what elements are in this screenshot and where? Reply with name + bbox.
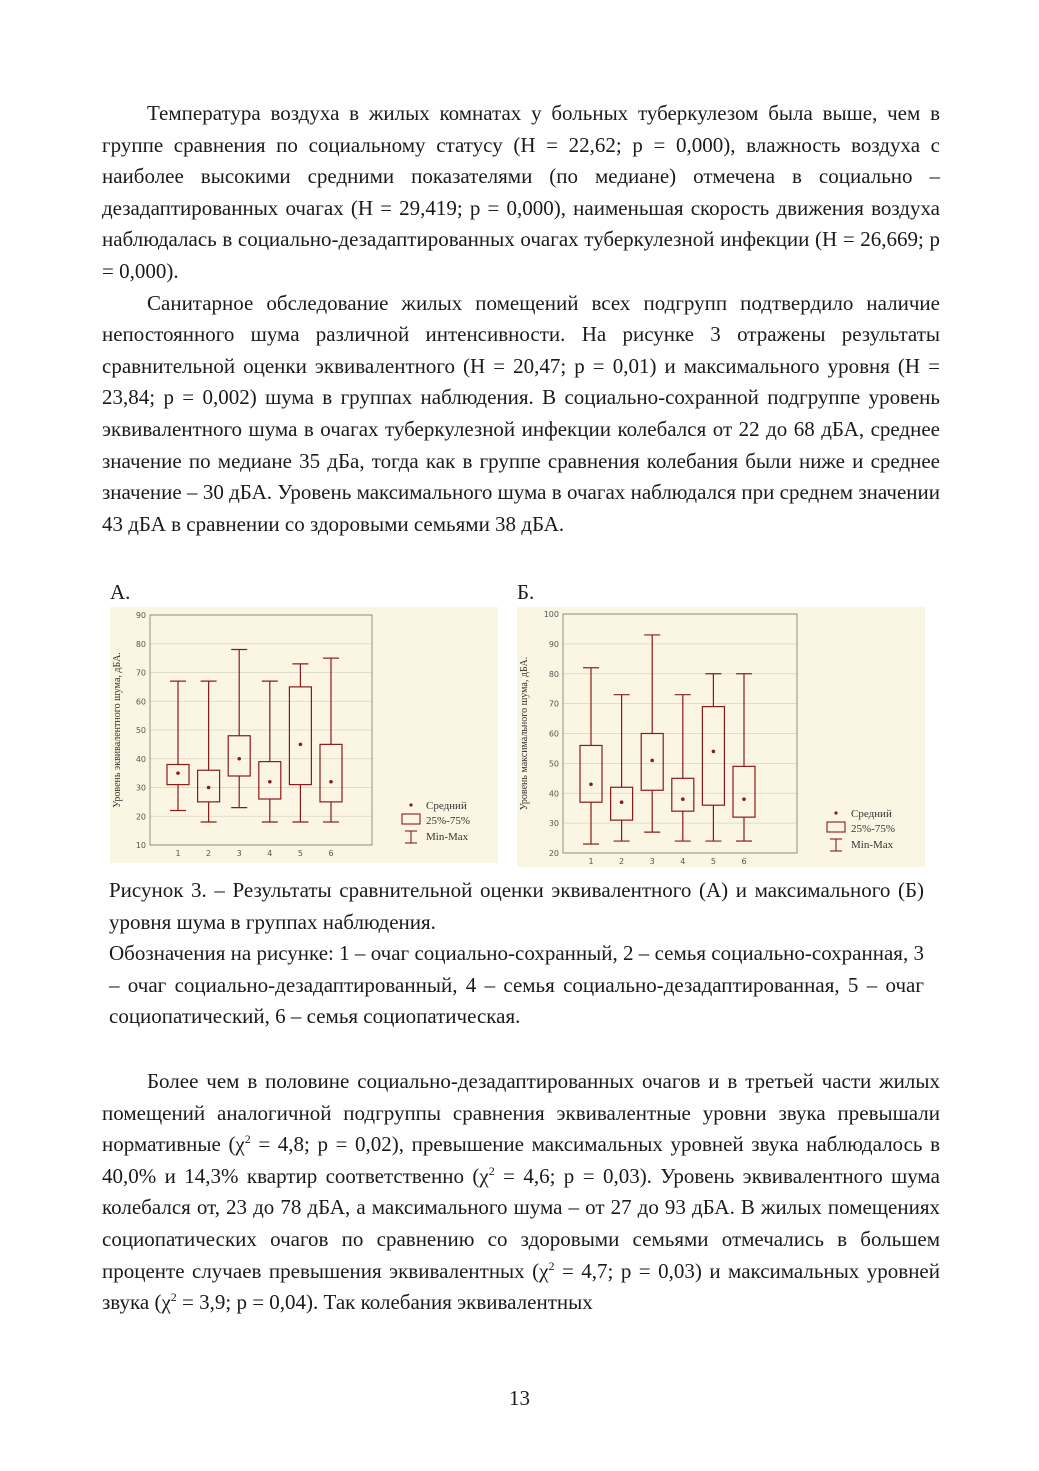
x-tick-label: 1 xyxy=(175,849,181,858)
y-tick-label: 70 xyxy=(548,699,559,709)
legend-mean-symbol xyxy=(834,811,837,814)
x-tick-label: 4 xyxy=(680,857,686,866)
mean-point xyxy=(742,797,746,801)
mean-point xyxy=(207,786,211,790)
body-text-bottom xyxy=(102,1066,940,1319)
superscript: 2 xyxy=(170,1290,177,1305)
text-run: = 4,6; p = 0,03). Уровень эквивалентного шума колебался от, 23 до 78 дБА, а максимального шума – от 27 до 93 дБА. В жилых помещениях социопатических очагов по сравнению со здоровыми семьями отмечались в большем проценте случаев превышения эквивалентных (χ xyxy=(102,1163,940,1283)
superscript: 2 xyxy=(244,1132,251,1147)
text-run: Более чем в половине социально-дезадаптированных очагов и в третьей части жилых помещений аналогичной подгруппы сравнения эквивалентные уровни звука превышали нормативные (χ xyxy=(102,1069,940,1157)
text-run: = 4,7; p = 0,03) и максимальных уровней звука (χ xyxy=(102,1258,940,1315)
mean-point xyxy=(176,771,180,775)
legend-item-box: 25%-75% xyxy=(851,823,895,835)
y-tick-label: 90 xyxy=(548,639,559,649)
paragraph xyxy=(102,1066,940,1319)
paragraph: Температура воздуха в жилых комнатах у больных туберкулезом была выше, чем в группе сравнения по социальному статусу (H = 22,62; p = 0,000), влажность воздуха с наиболее высокими средними показателями (по медиане) отмечена в социально – дезадаптированных очагах (H = 29,419; p = 0,000), наименьшая скорость движения воздуха наблюдалась в социально-дезадаптированных очагах туберкулезной инфекции (H = 26,669; p = 0,000). xyxy=(102,101,940,283)
x-tick-label: 6 xyxy=(741,857,747,866)
legend-item-mean: Средний xyxy=(426,800,467,812)
mean-point xyxy=(299,743,303,747)
chart-b xyxy=(517,607,925,867)
superscript: 2 xyxy=(488,1163,495,1178)
y-tick-label: 40 xyxy=(548,789,559,799)
y-tick-label: 60 xyxy=(135,697,146,707)
legend-item-minmax: Min-Max xyxy=(426,831,469,843)
iqr-box xyxy=(702,707,724,806)
iqr-box xyxy=(672,778,694,811)
y-tick-label: 50 xyxy=(135,726,146,735)
page-number: 13 xyxy=(509,1386,530,1410)
legend-item-minmax: Min-Max xyxy=(851,839,894,851)
mean-point xyxy=(589,782,593,786)
mean-point xyxy=(268,780,272,784)
y-axis-label: Уровень эквивалентного шума, дБА. xyxy=(112,652,123,808)
y-tick-label: 30 xyxy=(548,819,559,829)
y-tick-label: 80 xyxy=(548,669,559,679)
chart-a-svg xyxy=(110,607,498,863)
y-tick-label: 30 xyxy=(135,783,146,793)
text-run: = 3,9; p = 0,04). Так колебания эквивалентных xyxy=(176,1290,593,1315)
mean-point xyxy=(329,780,333,784)
y-tick-label: 60 xyxy=(548,729,559,739)
legend-mean-symbol xyxy=(409,803,412,806)
chart-a xyxy=(110,607,498,863)
legend-box-symbol xyxy=(827,822,845,832)
x-tick-label: 3 xyxy=(649,857,655,866)
x-tick-label: 2 xyxy=(619,857,625,866)
x-tick-label: 2 xyxy=(206,849,212,858)
paragraph: Санитарное обследование жилых помещений всех подгрупп подтвердило наличие непостоянного шума различной интенсивности. На рисунке 3 отражены результаты сравнительной оценки эквивалентного (H = 20,47; p = 0,01) и максимального уровня (H = 23,84; p = 0,002) шума в группах наблюдения. В социально-сохранной подгруппе уровень эквивалентного шума в очагах туберкулезной инфекции колебался от 22 до 68 дБА, среднее значение по медиане 35 дБа, тогда как в группе сравнения колебания были ниже и среднее значение – 30 дБА. Уровень максимального шума в очагах наблюдался при среднем значении 43 дБА в сравнении со здоровыми семьями 38 дБА. xyxy=(102,290,940,536)
y-tick-label: 10 xyxy=(135,841,146,850)
iqr-box xyxy=(320,744,342,802)
mean-point xyxy=(650,759,654,763)
panel-label-b: Б. xyxy=(517,580,535,604)
x-tick-label: 5 xyxy=(297,849,303,858)
mean-point xyxy=(237,757,241,761)
x-tick-label: 6 xyxy=(328,849,334,858)
mean-point xyxy=(712,750,716,754)
legend-item-mean: Средний xyxy=(851,808,892,820)
x-tick-label: 4 xyxy=(267,849,273,858)
caption-legend: Обозначения на рисунке: 1 – очаг социально-сохранный, 2 – семья социально-сохранная, 3 – очаг социально-дезадаптированный, 4 – семья социально-дезадаптированная, 5 – очаг социопатический, 6 – семья социопатическая. xyxy=(109,941,924,1029)
y-tick-label: 20 xyxy=(548,849,559,858)
y-tick-label: 80 xyxy=(135,639,146,649)
chart-b-svg xyxy=(517,607,925,867)
panel-label-a: А. xyxy=(110,580,131,604)
x-tick-label: 5 xyxy=(710,857,716,866)
figure-caption xyxy=(109,875,924,1033)
y-tick-label: 20 xyxy=(135,812,146,822)
text-run: = 4,8; p = 0,02), превышение максимальных уровней звука наблюдалось в 40,0% и 14,3% квартир соответственно (χ xyxy=(102,1132,940,1188)
y-axis-label: Уровень максимального шума, дБА. xyxy=(519,656,530,811)
y-tick-label: 100 xyxy=(543,610,559,619)
iqr-box xyxy=(580,745,602,802)
y-tick-label: 40 xyxy=(135,754,146,764)
y-tick-label: 50 xyxy=(548,759,559,769)
mean-point xyxy=(620,800,624,804)
superscript: 2 xyxy=(548,1258,555,1273)
iqr-box xyxy=(733,766,755,817)
x-tick-label: 3 xyxy=(236,849,242,858)
legend-item-box: 25%-75% xyxy=(426,815,470,827)
caption-title: Рисунок 3. – Результаты сравнительной оценки эквивалентного (А) и максимального (Б) уровня шума в группах наблюдения. xyxy=(109,878,924,934)
y-tick-label: 70 xyxy=(135,668,146,678)
x-tick-label: 1 xyxy=(588,857,594,866)
iqr-box xyxy=(228,736,250,776)
body-text-top xyxy=(102,98,940,540)
legend-box-symbol xyxy=(402,814,420,824)
mean-point xyxy=(681,797,685,801)
y-tick-label: 90 xyxy=(135,611,146,620)
